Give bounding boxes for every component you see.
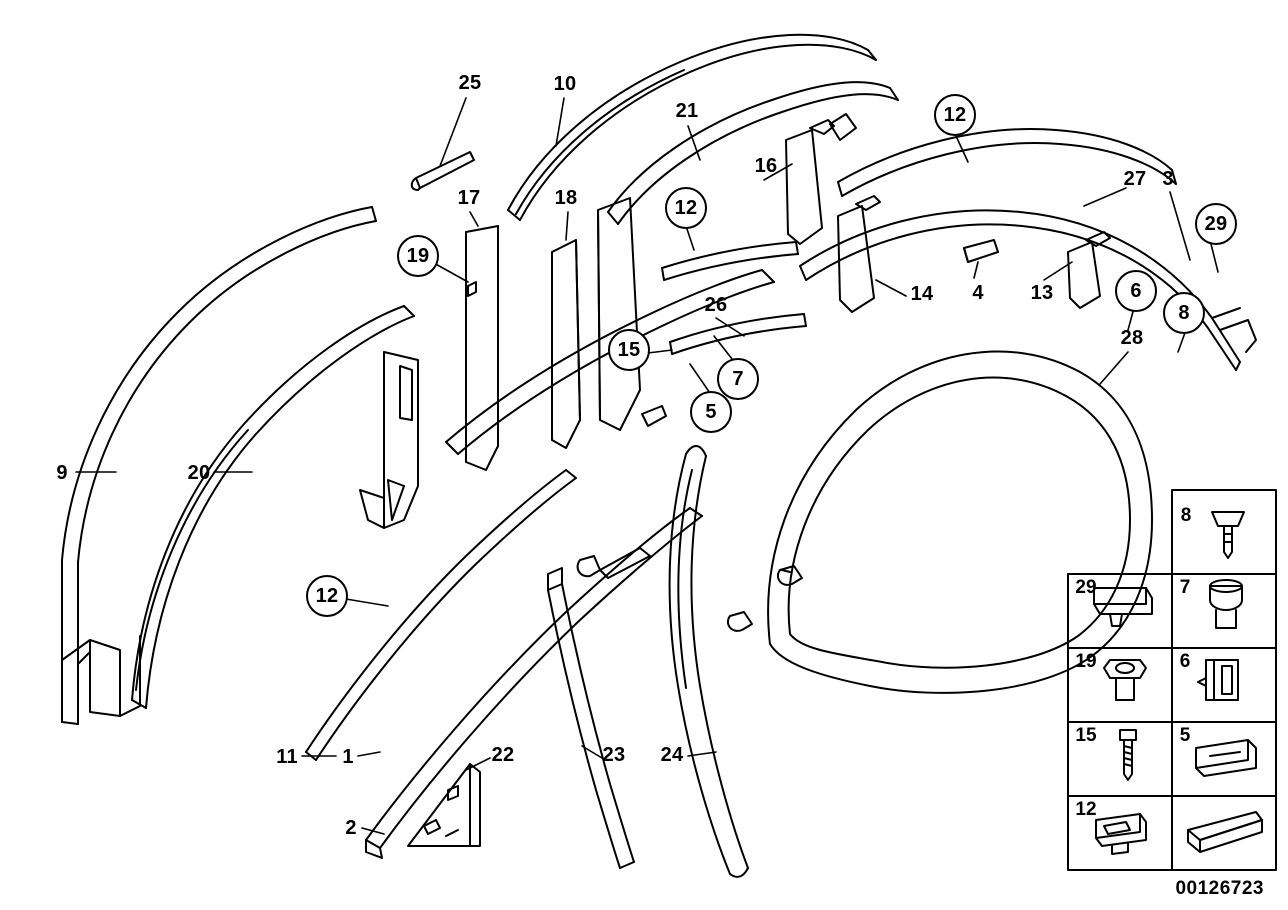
callout-6: 6 — [1115, 270, 1157, 312]
window-frame-18 — [552, 240, 580, 448]
callout-8: 8 — [1163, 292, 1205, 334]
pillar-cover-12c — [360, 352, 418, 528]
roof-moulding-21 — [608, 82, 898, 224]
wedge-strip-icon — [1188, 812, 1262, 852]
door-seal-24 — [670, 446, 748, 877]
callout-28: 28 — [1120, 327, 1144, 349]
callout-10: 10 — [553, 73, 577, 95]
roof-moulding-27-3 — [800, 210, 1256, 370]
screw-icon — [1120, 730, 1136, 780]
window-frame-14 — [838, 196, 880, 312]
lower-moulding-1 — [366, 508, 702, 858]
callout-29: 29 — [1195, 203, 1237, 245]
window-frame-13 — [1068, 232, 1110, 308]
spring-clip-icon — [1096, 814, 1146, 854]
callout-23: 23 — [602, 744, 626, 766]
door-seal-28 — [768, 351, 1152, 692]
corner-bracket-22 — [408, 764, 480, 846]
window-guide-23 — [548, 568, 634, 868]
diagram-part-number: 00126723 — [1175, 878, 1264, 899]
small-part-4 — [964, 240, 998, 262]
callout-16: 16 — [754, 155, 778, 177]
clip-marker-15 — [642, 406, 666, 426]
callout-1: 1 — [342, 746, 354, 768]
legend-box — [1068, 490, 1276, 870]
clip-marker-7b — [728, 612, 752, 631]
window-frame-21-panel — [598, 198, 640, 430]
callout-15: 15 — [608, 329, 650, 371]
legend-label-6: 6 — [1179, 651, 1191, 672]
callout-26: 26 — [704, 294, 728, 316]
legend-label-5: 5 — [1179, 725, 1191, 746]
leader-lines — [76, 98, 1218, 834]
legend-label-7: 7 — [1179, 577, 1191, 598]
belt-moulding-26b — [670, 314, 806, 354]
callout-5: 5 — [690, 391, 732, 433]
legend-label-29: 29 — [1075, 577, 1097, 598]
callout-9: 9 — [56, 462, 68, 484]
rectangular-clip-icon — [1094, 588, 1152, 626]
legend-label-15: 15 — [1075, 725, 1097, 746]
callout-24: 24 — [660, 744, 684, 766]
belt-moulding-26a — [662, 242, 798, 280]
callout-17: 17 — [457, 187, 481, 209]
bracket-clip-icon — [1198, 660, 1238, 700]
callout-25: 25 — [458, 72, 482, 94]
callout-7: 7 — [717, 358, 759, 400]
callout-12-low: 12 — [306, 575, 348, 617]
callout-21: 21 — [675, 100, 699, 122]
callout-12-top: 12 — [934, 94, 976, 136]
callout-2: 2 — [345, 817, 357, 839]
legend-label-12: 12 — [1075, 799, 1097, 820]
callout-22: 22 — [491, 744, 515, 766]
callout-3: 3 — [1162, 168, 1174, 190]
grommet-plug-icon — [1212, 512, 1244, 558]
callout-13: 13 — [1030, 282, 1054, 304]
callout-18: 18 — [554, 187, 578, 209]
round-plug-icon — [1210, 580, 1242, 628]
callout-14: 14 — [910, 283, 934, 305]
hex-head-nut-icon — [1104, 660, 1146, 700]
window-frame-16 — [786, 114, 856, 244]
callout-12-mid: 12 — [665, 187, 707, 229]
rear-door-frame-seal-20 — [132, 306, 414, 708]
legend-label-8: 8 — [1180, 505, 1192, 526]
callout-20: 20 — [187, 462, 211, 484]
callout-4: 4 — [972, 282, 984, 304]
lower-moulding-11 — [306, 470, 576, 760]
clip-marker-5b — [578, 548, 650, 578]
callout-19: 19 — [397, 235, 439, 277]
callout-27: 27 — [1123, 168, 1147, 190]
callout-11: 11 — [276, 746, 298, 768]
legend-label-19: 19 — [1075, 651, 1097, 672]
flat-clip-icon — [1196, 740, 1256, 776]
